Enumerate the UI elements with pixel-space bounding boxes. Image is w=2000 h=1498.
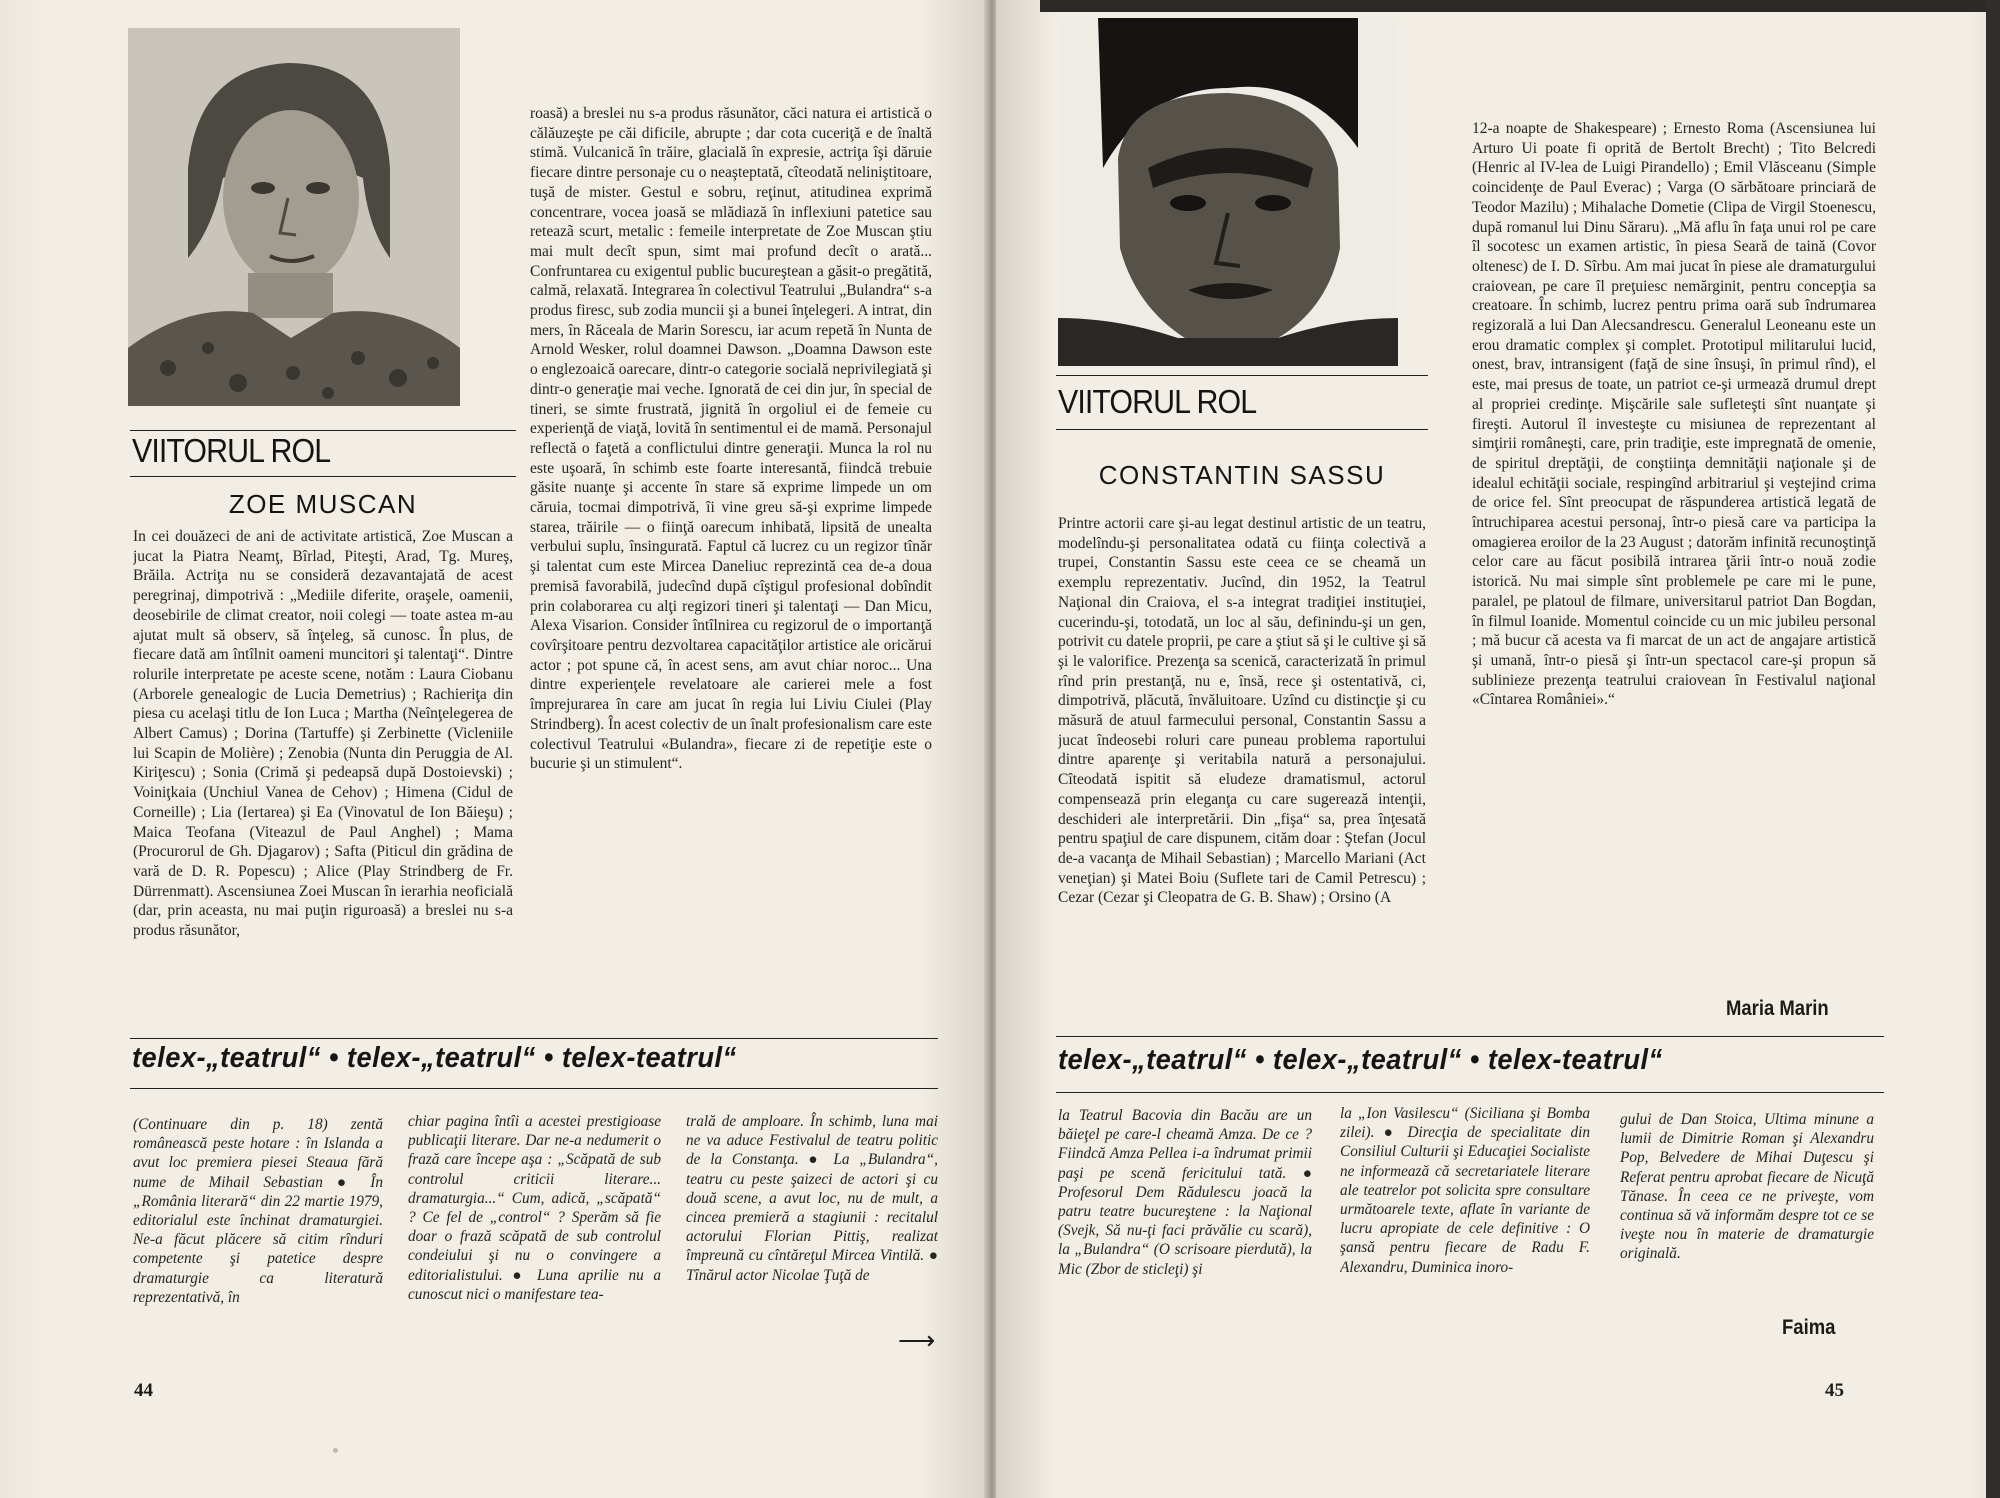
kicker-viitorul-rol: VIITORUL ROL — [132, 432, 331, 469]
kicker-viitorul-rol: VIITORUL ROL — [1058, 383, 1257, 420]
zoe-muscan-portrait — [128, 28, 460, 406]
telex-signature: Faima — [1782, 1316, 1836, 1339]
kicker-rule-top — [130, 430, 516, 431]
right-page — [996, 0, 2000, 1498]
constantin-sassu-portrait — [1058, 18, 1398, 366]
telex-banner: telex-„teatrul“ • telex-„teatrul“ • telex-teatrul“ — [1058, 1044, 1663, 1076]
telex-column-3: trală de amploare. În schimb, luna mai ne va aduce Festivalul de teatru politic de la Constanţa. ● La „Bulandra“, teatru cu peste şaizeci de actori şi cu două scene, a avut loc, nu de mult, a cincea premieră a stagiunii : recitalul actorului Florian Pittiş, realizat împreună cu cîntăreţul Mircea Vintilă. ● Tînărul actor Nicolae Ţuţă de — [686, 1113, 938, 1284]
article-column-2: 12-a noapte de Shakespeare) ; Ernesto Roma (Ascensiunea lui Arturo Ui poate fi oprită de Bertolt Brecht) ; Tito Belcredi (Henric al IV-lea de Luigi Pirandello) ; Emil Vlăsceanu (Simple coincidenţe de Paul Everac) ; Varga (O sărbătoare princiară de Teodor Mazilu) ; Mihalache Dometie (Clipa de Virgil Stoenescu, după romanul lui Dinu Săraru). „Mă aflu în faţa unui rol pe care îl socotesc un examen artistic, în piesa Seară de taină (Covor oltenesc) de I. D. Sîrbu. Am mai jucat în piese ale dramaturgului craiovean, pe care îl preţuiesc nemărginit, pentru concepţia sa creatoare. În schimb, lucrez pentru prima oară sub îndrumarea regizorală a lui Dan Alecsandrescu. Generalul Leoneanu este un erou dramatic complex şi complet. Prototipul militarului lucid, onest, brav, intransigent (faţă de sine însuşi, în primul rînd), el este, mai presus de toate, un patriot ce-şi urmează drumul drept al propriei credinţe. Mişcările sale sufleteşti sînt nuanţate şi fireşti. Autorul îl investeşte cu misiunea de reprezentant al simţirii româneşti, care, prin tradiţie, este impregnată de omenie, de spiritul dreptăţii, de conştiinţa demnităţii naţionale şi de idealul echităţii sociale, respingînd arbitrariul şi veştejind crima de orice fel. Sînt preocupat de răspunderea artistică legată de întruchiparea acestui personaj, într-o piesă care va participa la omagierea eroilor de la 23 August ; datorăm infinită recunoştinţă celor care au făcut posibilă intrarea ţării într-o nouă zodie istorică. Nu mai simple sînt problemele pe care mi le pune, paralel, pe platoul de filmare, universitarul patriot Dan Bogdan, în filmul Ioanide. Momentul coincide cu un mic jubileu personal ; mă bucur că acesta va fi marcat de un act de angajare artistică şi umană, într-o piesă şi într-un spectacol care-şi propun să sublinieze prezenţa teatrului craiovean în Festivalul naţional «Cîntarea României».“ — [1472, 120, 1876, 709]
kicker-rule-bottom — [130, 476, 516, 477]
book-cover-side — [1986, 0, 2000, 1498]
page-number-left: 44 — [134, 1380, 153, 1401]
author-signature: Maria Marin — [1726, 997, 1829, 1020]
kicker-rule-top — [1056, 375, 1428, 376]
actor-name-heading: CONSTANTIN SASSU — [1098, 460, 1386, 490]
left-page — [0, 0, 988, 1498]
continued-arrow-icon: ⟶ — [898, 1326, 936, 1355]
telex-rule-bottom — [130, 1088, 938, 1089]
telex-column-1: (Continuare din p. 18) zentă românească peste hotare : în Islanda a avut loc premiera piesei Steaua fără nume de Mihail Sebastian ● În „România literară“ din 22 martie 1979, editorialul este închinat dramaturgiei. Ne-a făcut plăcere să citim rînduri competente şi patetice despre dramaturgie ca literatură reprezentativă, în — [133, 1116, 383, 1306]
article-column-2: roasă) a breslei nu s-a produs răsunător, căci natura ei artistică o călăuzeşte pe căi dificile, abrupte ; dar cota cuceriţă e de înaltă stimă. Vulcanică în trăire, glacială în expresie, actriţa îşi dăruie fiecare dintre personaje cu o neaşteptată, cîteodată neliniştitoare, tuşă de mister. Gestul e sobru, reţinut, atitudinea exprimă concentrare, vocea joasă se mlădiază în inflexiuni patetice sau reteazã scurt, metalic : femeile interpretate de Zoe Muscan ştiu mai mult decît spun, simt mai profund decît o arată... Confruntarea cu exigentul public bucureştean a găsit-o pregătită, calmă, relaxată. Integrarea în colectivul Teatrului „Bulandra“ s-a produs firesc, sub zodia muncii şi a bunei înţelegeri. A intrat, din mers, în Răceala de Marin Sorescu, iar acum repetă în Nunta de Arnold Wesker, rolul doamnei Dawson. „Doamna Dawson este o englezoaică oarecare, dintr-o categorie socială neprivilegiată şi dintr-o generaţie mai veche. Ignorată de cei din jur, în special de tineri, se simte frustrată, jignită în orgoliul ei de femeie cu experienţă de viaţă, lovită în sentimentul ei de mamă. Personajul reflectă o faţetă a conflictului dintre generaţii. Munca la rol nu este uşoară, în schimb este foarte interesantă, fiindcă trebuie găsite nuanţe şi accente în stare să exprime limpede un om căruia, tocmai dimpotrivă, îi vine greu să-şi exprime limpede starea, trăirile — o fiinţă oarecum inhibată, lipsită de unealta verbului suplu, însingurată. Faptul că lucrez cu un regizor tînăr şi talentat cum este Mircea Daneliuc reprezintă cea de-a doua premisă favorabilă, judecînd după cîştigul profesional dobîndit prin colaborarea cu alţi regizori tineri şi talentaţi — Dan Micu, Alexa Visarion. Consider întîlnirea cu regizorul de o importanţă covîrşitoare pentru dezvoltarea capacităţilor artistice ale oricărui actor ; pot spune că, în acest sens, am avut chiar noroc... Una dintre experienţele revelatoare ale carierei mele a fost împrejurarea în care am jucat în regia lui Liviu Ciulei (Play Strindberg). În acest colectiv de un înalt profesionalism care este colectivul Teatrului «Bulandra», fiecare zi de repetiţie este o bucurie şi un stimulent“. — [530, 105, 932, 773]
actor-name-heading: ZOE MUSCAN — [228, 489, 418, 519]
book-cover-edge — [1040, 0, 2000, 12]
telex-column-1: la Teatrul Bacovia din Bacău are un băieţel pe care-l cheamă Amza. De ce ? Fiindcă Amza Pellea i-a îndrumat primii paşi pe scenă fericitului tată. ● Profesorul Dem Rădulescu joacă la patru teatre bucureştene : la Naţional (Svejk, Să nu-ţi faci prăvălie cu scară), la „Bulandra“ (O scrisoare pierdută), la Mic (Zbor de sticleţi) şi — [1058, 1107, 1312, 1278]
telex-rule-bottom — [1056, 1092, 1884, 1093]
telex-rule-top — [130, 1038, 938, 1039]
page-number-right: 45 — [1825, 1380, 1844, 1401]
paper-blemish — [333, 1448, 338, 1453]
telex-banner: telex-„teatrul“ • telex-„teatrul“ • telex-teatrul“ — [132, 1042, 737, 1074]
article-column-1: Printre actorii care şi-au legat destinul artistic de un teatru, modelîndu-şi personalitatea odată cu fiinţa colectivă a trupei, Constantin Sassu este ceea ce se cheamă un exemplu reprezentativ. Jucînd, din 1952, la Teatrul Naţional din Craiova, el s-a integrat tradiţiei instituţiei, cucerindu-şi, totodată, un loc al său, definindu-şi un gen, potrivit cu datele proprii, pe care a ştiut să şi le cultive şi să şi le valorifice. Prezenţa sa scenică, caracterizată în primul rînd prin prestanţă, nu e, însă, rece şi ostentativă, ci, dimpotrivă, plăcută, învăluitoare. Uzînd cu distincţie şi cu măsură de atuul farmecului personal, Constantin Sassu a jucat îndeosebi roluri care puneau problema raportului dintre aparenţe şi veritabila natură a personajului. Cîteodată ispitit să eludeze dramatismul, actorul compensează prin eleganţa cu care sugerează intenţii, deschideri ale interpretării. Din „fişa“ sa, prea înţesată pentru spaţiul de care dispunem, cităm doar : Ştefan (Jocul de-a vacanţa de Mihail Sebastian) ; Marcello Mariani (Act veneţian) şi Matei Boiu (Suflete tari de Camil Petrescu) ; Cezar (Cezar şi Cleopatra de G. B. Shaw) ; Orsino (A — [1058, 515, 1426, 907]
article-column-1: In cei douăzeci de ani de activitate artistică, Zoe Muscan a jucat la Piatra Neamţ, Bîrlad, Piteşti, Arad, Tg. Mureş, Brăila. Actriţa nu se consideră dezavantajată de acest peregrinaj, dimpotrivă : „Mediile diferite, oraşele, oamenii, deosebirile de climat creator, noii colegi — toate astea m-au ajutat mult să observ, să înţeleg, să cunosc. În plus, de fiecare dată am întîlnit oameni muncitori şi talentaţi“. Dintre rolurile interpretate pe aceste scene, notăm : Laura Ciobanu (Arborele genealogic de Lucia Demetrius) ; Rachieriţa din piesa cu acelaşi titlu de Ion Luca ; Martha (Neînţelegerea de Albert Camus) ; Dorina (Tartuffe) şi Zerbinette (Vicleniile lui Scapin de Molière) ; Zenobia (Nunta din Peruggia de Al. Kiriţescu) ; Sonia (Crimă şi pedeapsă după Dostoievski) ; Voiniţkaia (Unchiul Vanea de Cehov) ; Himena (Cidul de Corneille) ; Lia (Iertarea) şi Ea (Vinovatul de Ion Băieşu) ; Maica Teofana (Viteazul de Paul Anghel) ; Mama (Procurorul de Gh. Djagarov) ; Safta (Piticul din grădina de vară de D. R. Popescu) ; Alice (Play Strindberg de Fr. Dürrenmatt). Ascensiunea Zoei Muscan în ierarhia neoficială (dar, prin aceasta, nu mai puţin riguroasă) a breslei nu s-a produs răsunător, — [133, 528, 513, 940]
telex-column-2: la „Ion Vasilescu“ (Siciliana şi Bomba zilei). ● Direcţia de specialitate din Consiliul Culturii şi Educaţiei Socialiste ne informează că secretariatele literare ale teatrelor pot solicita spre consultare următoarele texte, aflate în variante de lucru apropiate de cele definitive : O şansă pentru fiecare de Radu F. Alexandru, Duminica inoro- — [1340, 1105, 1590, 1276]
telex-rule-top — [1056, 1036, 1884, 1037]
kicker-rule-bottom — [1056, 429, 1428, 430]
telex-column-3: gului de Dan Stoica, Ultima minune a lumii de Dimitrie Roman şi Alexandru Pop, Belvedere de Mihai Duţescu şi Referat pentru aprobat fiecare de Nicuţă Tănase. În ceea ce ne priveşte, vom continua să vă informăm despre tot ce se iveşte nou în materie de dramaturgie originală. — [1620, 1111, 1874, 1263]
telex-column-2: chiar pagina întîi a acestei prestigioase publicaţii literare. Dar ne-a nedumerit o frază care începe aşa : „Scăpată de sub controlul criticii literare... dramaturgia...“ Cum, adică, „scăpată“ ? Ce fel de „control“ ? Sperăm să fie doar o frază scăpată de sub controlul condeiului şi nu o convingere a editorialistului. ● Luna aprilie nu a cunoscut nici o manifestare tea- — [408, 1113, 661, 1303]
